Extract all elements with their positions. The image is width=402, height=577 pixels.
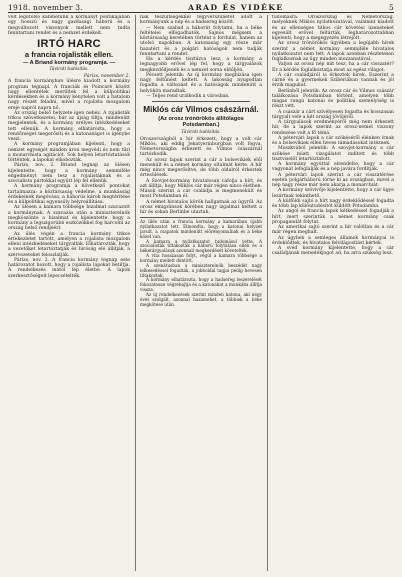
paragraph: Az új rendelkezések szerint minden katona, aki négy évet szolgált, azonnal hazamehet, a többiek a béke megkötése után. [140, 291, 262, 307]
issue-date: 1918. november 3. [8, 3, 83, 12]
paragraph: A Szovjet-kormány hivatalosan cáfolja a hírt, és azt állítja, hogy Miklós cár már régen nincs életben. Mások szerint a cár családja is megmenekült és most Potsdamban él. [140, 178, 262, 200]
paragraph: A szenátusban a miniszterelnök beszédét nagy lelkesedéssel fogadták, a jobboldal tagjai pedig hevesen tiltakoztak. [140, 262, 262, 278]
paragraph: A kormány programja a következő pontokat tartalmazza: a köztársaság védelme, a munkásság érdekeinek megóvása, a háborús károk megtérítése és a külpolitikai egyensúly helyreállítása. [8, 184, 130, 205]
column-rule [267, 15, 268, 571]
paragraph: Ha a kérdés tisztázva lesz, a kormány a legnagyobb erővel lép fel, hogy a tárgyalások megkezdődjenek és a nemzet sorsa eldőljön. [140, 57, 262, 73]
article-source: Távirati tudósítás. [181, 129, 221, 135]
paragraph: A kormány programjában kijelenti, hogy a nemzet egységét minden áron megvédi és nem tűri a monarchista agitációt. Sok helyen letartóztatások történtek, a lapokat elkobozták. [8, 142, 130, 163]
paragraph: A svéd kormány kijelentette, hogy a cár családjának menedékjogot ad, ha arra szükség lesz. [272, 246, 394, 257]
article-body [140, 220, 262, 307]
masthead [8, 2, 394, 13]
paragraph: A kamara a nyilatkozatot tudomásul vette. A szocialisták tiltakoztak a háború folytatása ellen és a béketárgyalások azonnali megkezdését követelték. [140, 238, 262, 254]
paragraph: Oroszországból a hír érkezett, hogy a volt cár Miklós, aki eddig Jekatyerinburgban volt fogva, Németországba érkezett és Vilmos császárnál tartózkodik. [140, 136, 262, 158]
paragraph: Párizs, nov. 2. A francia kormány tegnap este határozatot hozott, hogy a rojalista lapokat betiltja. A rendelkezés mától lép életbe. A lapok szerkesztőségeit lepecsételték. [8, 257, 130, 279]
article-body [8, 79, 130, 279]
paragraph: Valjon az orosz nép mit tesz, ha a cár visszatér? Ez a kérdés foglalkoztatja most az egész világot. [272, 62, 394, 73]
paragraph: A külföldi sajtó a hírt nagy érdeklődéssel fogadta és több lap különtudósítót küldött Potsdamba. [272, 198, 394, 209]
article-headline: IRTÓ HARC [37, 38, 101, 50]
paragraph: Az ügyben a semleges államok kormányai is érdeklődtek, és hivatalos felvilágosítást kértek. [272, 235, 394, 246]
paragraph: Az amerikai sajtó szerint a hír valótlan és a cár már régen meghalt. [272, 225, 394, 236]
paragraph: Az ülés végén a francia kormány titkos értekezletet tartott, amelyen a rojalista mozgalom elleni intézkedéseket tárgyalták. Elhatározták, hogy a vezetőket letartóztatják és bíróság elé állítják, a szervezeteket feloszlatják. [8, 231, 130, 258]
article-dateline: Párizs, november 2. [83, 74, 130, 79]
paragraph: Az orosz lapok szerint a cár a bolsevikiek elől menekült és a német kormány oltalmát kérte. A hír még nincs megerősítve, de több oldalról érkeztek értesülések. [140, 157, 262, 179]
paragraph: A cár családjáról is érkeztek hírek. Eszerint a cárné és a gyermekek Szibériában vannak és jól érzik magukat. [272, 72, 394, 89]
paragraph: A pétervári lapok szerint a cár visszatérése esetén polgárháború törne ki az országban, mivel a nép nagy része már nem akarja a monarchiát. [272, 172, 394, 188]
article-source: Távirati tudósítás. [49, 67, 89, 72]
article-body [140, 137, 262, 216]
paragraph: A pétervári lapok a cár szökéséről élénken írnak és a bolsevikiek ellen heves támadásokat intéznek. [272, 135, 394, 146]
article-subheadline: a francia rojalisták ellen. [24, 50, 114, 59]
article-subtitle: — A Briand kormány programja. — [22, 59, 116, 66]
paragraph: A tárgyalások eredményéről még nem érkezett hír, de a lapok szerint az orosz-német viszony rendezése volt a fő téma. [272, 120, 394, 136]
article-headline: Miklós cár Vilmos császárnál. [143, 105, 259, 114]
newspaper-title: ARAD ÉS VIDÉKE [188, 3, 284, 12]
paragraph: A francia kormányban ülésre kiadott a kormány program tegnapi. A franciák és Poincaré között nagy ellentétek merültek fel a külpolitikai kérdésekben és a kormány kénytelen volt a hatalom nagy részét feladni, mivel a rojalista mozgalom ereje napról napra nő. [8, 79, 130, 111]
article-body [272, 15, 394, 257]
paragraph: Az ülés után a francia kormány a kamarában újabb nyilatkozatot tett. Elmondta, hogy a katonai helyzet javult, a csapatok mindenütt előrenyomulnak és a béke közel van. [140, 219, 262, 239]
section-divider [140, 217, 262, 218]
page-number: 5 [389, 3, 394, 12]
paragraph: A vita hosszasan folyt, végül a kamara többsége a kormány mellett döntött. [140, 253, 262, 263]
paragraph: A kormány szóvivője kijelentette, hogy a cár ügye lezártnak tekinthető. [272, 188, 394, 199]
article-subheadline: (Az orosz trónörökös állítólagos Potsdamban.) [158, 115, 244, 128]
paragraph: — Teljes rend uralkodik a városban. [146, 93, 230, 99]
paragraph: A kormány elhatározta, hogy a hadsereg leszerelését fokozatosan végrehajtja és a katonákat a munkába állítja vissza. [140, 277, 262, 293]
paragraph: Moszkvából jelentik: A szovjet-kormány a cár szökése miatt vizsgálatot indított és több tisztviselőt letartóztatott. [272, 146, 394, 162]
paragraph: A császár a cárt szívélyesen fogadta és hosszasan tárgyalt vele a két ország jövőjéről. [272, 109, 394, 120]
paragraph: A kormány egyúttal elrendelte, hogy a cár vagyonát lefoglalják és a nép javára fordítják. [272, 162, 394, 173]
paragraph: — Nem szabad a háborút folytatni, ha a béke feltételei elfogadhatók. Sajnos mégsem a köztársaság keretében történt a fordulat, hanem az utolsó napokban. A katonaság egy része már hazatért és a polgári hatóságok nem tudják fenntartani a rendet. [140, 25, 262, 57]
section-divider [152, 101, 250, 102]
columns [8, 15, 394, 575]
article-text: volt legutolsó kabinetünk a kormányt politikájában egy hosszú és nagy gazdasági háború és a megváltozott viszonyok mellett nem tudta fenntartani rendet és a nemzet érdekeit. [8, 15, 130, 36]
paragraph: Az ülésen a kamara többsége bizalmat szavazott a kormánynak. A szavazás után a miniszterelnök megköszönte a bizalmat és kijelentette, hogy a kormány a legszigorúbb eszközökkel fog harcolni az ország belső rendjéért. [8, 205, 130, 232]
article-body [140, 15, 262, 99]
paragraph: A német hivatalos körök hallgatnak az ügyről. Az orosz emigránsok körében nagy izgalmat keltett a hír és sokan Berlinbe utaztak. [140, 199, 262, 215]
paragraph: Az angol és francia lapok kétkedéssel fogadják a hírt, mert szerintük a német kormány csak propagandát folytat. [272, 209, 394, 225]
paragraph: Az ország belső helyzete igen nehéz. A rojalisták titkos szövetkezetei, bár az újság tiltja, mindenütt megjelentek, és a kormány erélyes intézkedéseket tett ellenük. A kormány elhatározta, hogy a rendőrséget megerősíti és a katonaságot is igénybe veszi. [8, 110, 130, 142]
paragraph: Pécsett jelentik: Az új kormány megbízása igen nagy feltűnést keltett. A lakosság nyugodtan fogadta a változást és a hatóságok mindenütt a helyükön maradtak. [140, 72, 262, 94]
column-rule [135, 15, 136, 571]
paragraph: Párizs, nov. 2. Briand tegnap az ülésen kijelentette, hogy a kormány semmiféle engedményt nem tesz a rojalistáknak és a szocialista pártokkal együtt lép fel ellenük. [8, 163, 130, 184]
column-2 [140, 15, 262, 573]
column-1 [8, 15, 130, 573]
column-3 [272, 15, 394, 573]
paragraph: tudomásra. Oroszország és Németország, melyeknek Miklós nyilatkozatával, valamint kiadott és az ellenséges titkos cár követési üzeneteket egyesült erővel feltárták, leghatározottabban kijelenti, hogy a megegyezés létrejött. [272, 15, 394, 41]
paragraph: Az orosz trónörökös ügyében a legújabb hírek szerint a német kormány semmiféle hivatalos nyilatkozatot nem tett. A lapok azonban részletesen foglalkoznak az ügy minden mozzanatával. [272, 41, 394, 62]
paragraph: nak feszültségekkel fegyverszünetet adott a kormányunk a nép és a hadsereg között. [140, 15, 262, 26]
paragraph: Berlinből jelentik: Az orosz cár és Vilmos császár találkozása Potsdamban történt, amelyen több magas rangú katonai és politikai személyiség is részt vett. [272, 88, 394, 110]
